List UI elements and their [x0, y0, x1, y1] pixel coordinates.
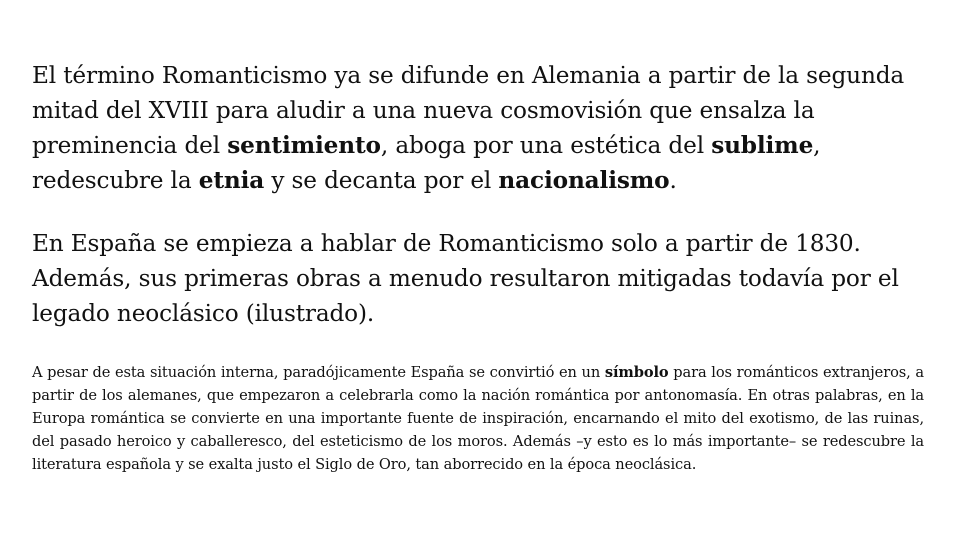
keyword-sentimiento: sentimiento: [227, 132, 381, 159]
text-span: , aboga por una estética del: [380, 132, 712, 159]
text-span: .: [669, 167, 677, 194]
keyword-etnia: etnia: [198, 167, 265, 194]
text-span: y se decanta por el: [264, 167, 499, 194]
keyword-simbolo: símbolo: [604, 364, 669, 381]
paragraph-romanticism-definition: [32, 58, 928, 198]
paragraph-spain-symbol: [32, 361, 924, 476]
text-span: A pesar de esta situación interna, paradójicamente España se convirtió en un: [32, 364, 605, 381]
text-span: El término Romanticismo ya se difunde en Alemania a partir de la segunda mitad del XVIII para aludir a una nueva cosmovisión que ensalza la preminencia del: [32, 62, 905, 159]
keyword-sublime: sublime: [711, 132, 814, 159]
text-span: , redescubre la: [32, 132, 821, 194]
text-span: para los románticos extranjeros, a partir de los alemanes, que empezaron a celebrarla como la nación romántica por antonomasía. En otras palabras, en la Europa romántica se convierte en una importante fuente de inspiración, encarnando el mito del exotismo, de las ruinas, del pasado heroico y caballeresco, del esteticismo de los moros. Además –y esto es lo más importante– se redescubre la literatura española y se exalta justo el Siglo de Oro, tan aborrecido en la época neoclásica.: [32, 364, 924, 473]
keyword-nacionalismo: nacionalismo: [498, 167, 670, 194]
paragraph-romanticism-spain: En España se empieza a hablar de Romanticismo solo a partir de 1830. Además, sus primeras obras a menudo resultaron mitigadas todavía por el legado neoclásico (ilustrado).: [32, 230, 899, 327]
